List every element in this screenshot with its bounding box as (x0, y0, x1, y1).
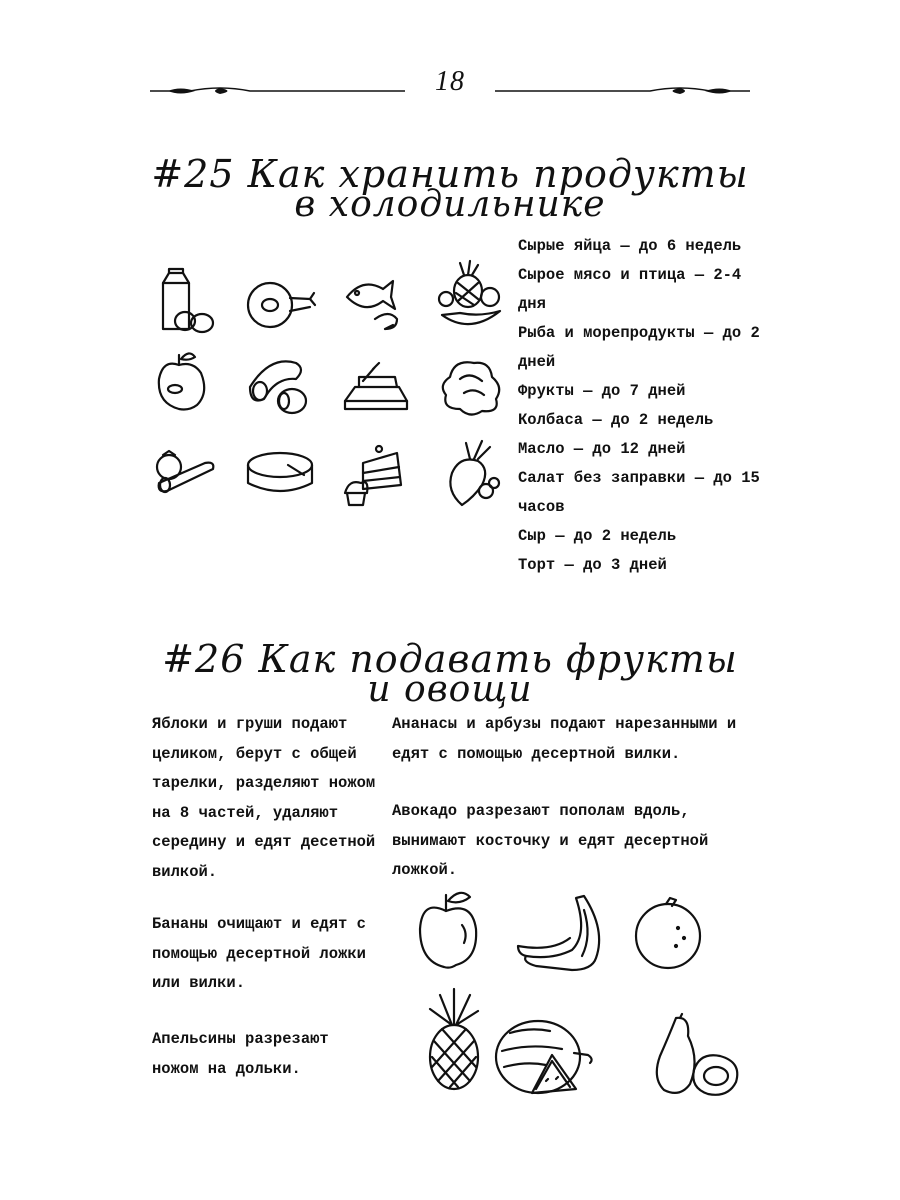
page-header (150, 62, 750, 112)
cabbage-icon (430, 347, 514, 427)
vegetables-icon (145, 435, 229, 515)
section-25-title-line1: #25 Как хранить продукты (151, 152, 749, 196)
banana-fruit-icon (512, 890, 612, 975)
section-25-title (0, 152, 900, 225)
bananas-text: Бананы очищают и едят с помощью десертной ложки или вилки. (152, 915, 366, 992)
list-item: Сыр — до 2 недель (518, 527, 677, 545)
list-item: Торт — до 3 дней (518, 556, 667, 574)
apple-icon (145, 347, 229, 427)
orange-fruit-icon (632, 890, 707, 975)
list-item: Сырое мясо и птица — 2-4 дня (518, 266, 742, 313)
beet-icon (430, 435, 514, 515)
oranges-text: Апельсины разрезают ножом на дольки. (152, 1030, 329, 1078)
list-item: Сырые яйца — до 6 недель (518, 237, 742, 255)
cheese-icon (240, 435, 324, 515)
section-26-title-line2: и овощи (367, 669, 533, 710)
list-item: Рыба и морепродукты — до 2 дней (518, 324, 760, 371)
storage-list (518, 232, 768, 580)
pineapple-fruit-icon (418, 985, 488, 1095)
food-icon-grid (145, 255, 515, 515)
list-item: Фрукты — до 7 дней (518, 382, 686, 400)
fish-shrimp-icon (335, 263, 419, 343)
fruit-bowl-icon (430, 255, 514, 335)
page-number: 18 (435, 66, 465, 97)
list-item: Масло — до 12 дней (518, 440, 686, 458)
list-item: Колбаса — до 2 недель (518, 411, 714, 429)
pineapple-watermelon-text: Ананасы и арбузы подают нарезанными и едят с помощью десертной вилки. (392, 715, 737, 763)
avocado-text: Авокадо разрезают пополам вдоль, вынимают косточку и едят десертной ложкой. (392, 802, 709, 879)
section-26-title-line1: #26 Как подавать фрукты (162, 637, 738, 681)
section-25-title-line2: в холодильнике (294, 184, 606, 225)
butter-icon (335, 347, 419, 427)
avocado-fruit-icon (650, 1012, 745, 1102)
watermelon-fruit-icon (490, 1015, 605, 1105)
milk-eggs-icon (145, 263, 229, 343)
sausage-icon (240, 347, 324, 427)
ham-leg-icon (240, 263, 324, 343)
section-26-title (0, 637, 900, 710)
cake-icon (335, 435, 419, 515)
apples-pears-text: Яблоки и груши подают целиком, берут с общей тарелки, разделяют ножом на 8 частей, удаляют середину и едят десетной вилкой. (152, 715, 376, 881)
ornament-line-right-icon (495, 84, 750, 98)
apple-fruit-icon (412, 885, 482, 975)
list-item: Салат без заправки — до 15 часов (518, 469, 760, 516)
